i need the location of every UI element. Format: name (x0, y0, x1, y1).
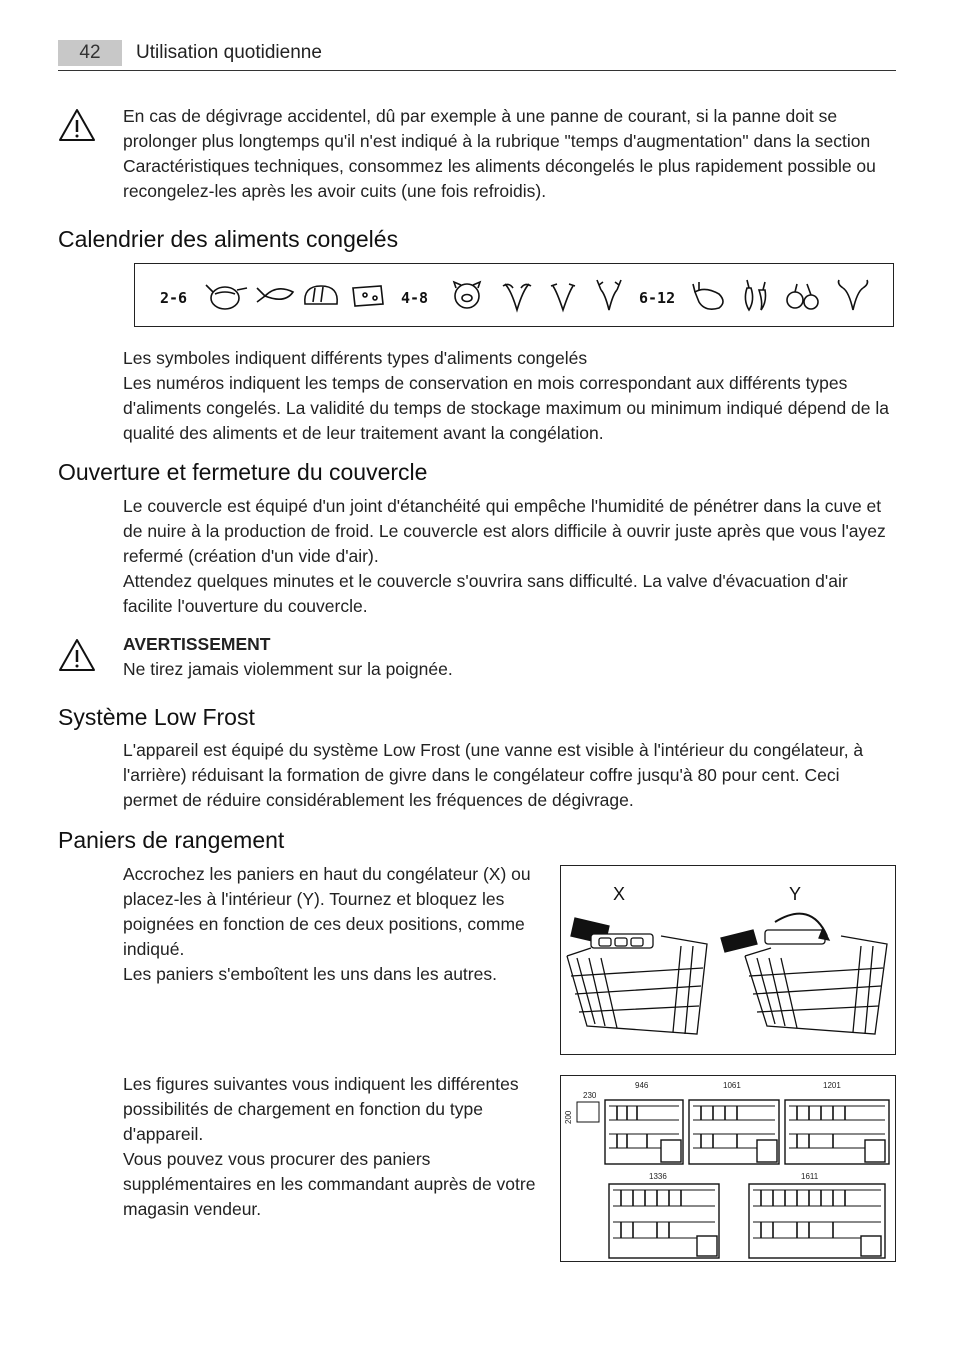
food-calendar-strip (134, 263, 894, 327)
baskets-text2: Les paniers s'emboîtent les uns dans les autres. (123, 964, 497, 984)
months-label: 6-12 (639, 289, 676, 307)
loading-configurations-figure (560, 1075, 896, 1262)
model-width-label: 946 (635, 1081, 649, 1090)
calendar-description-line1: Les symboles indiquent différents types d'aliments congelés (123, 348, 588, 368)
months-label: 2-6 (160, 289, 188, 307)
loading-text (123, 1072, 553, 1222)
lid-heading: Ouverture et fermeture du couvercle (58, 459, 428, 485)
model-width-label: 1201 (823, 1081, 841, 1090)
warning-handle-title: AVERTISSEMENT (123, 634, 271, 654)
header-rule (58, 70, 896, 71)
freezer-946-diagram (605, 1100, 683, 1164)
warning-handle-text: Ne tirez jamais violemment sur la poignée. (123, 659, 453, 679)
baskets-text3: Les figures suivantes vous indiquent les différentes possibilités de chargement en fonction du type d'appareil. (123, 1074, 519, 1144)
chapter-title: Utilisation quotidienne (136, 42, 322, 63)
fish-icon (257, 288, 293, 302)
warning-thaw-text: En cas de dégivrage accidentel, dû par exemple à une panne de courant, si la panne doit se prolonger plus longtemps qu'il n'est indiqué à la rubrique "temps d'augmentation" dans la section Caractéristiques techniques, consommez les aliments décongelés le plus rapidement possible ou recongelez-les après les avoir cuits (une fois refroidis). (123, 106, 876, 201)
basket-width-label: 230 (583, 1091, 597, 1100)
fruit-icon (787, 284, 818, 309)
pig-icon (454, 282, 480, 308)
lid-text1: Le couvercle est équipé d'un joint d'étanchéité qui empêche l'humidité de pénétrer dans la cuve et de nuire à la production de froid. Le couvercle est alors difficile à ouvrir juste après que vous l'ayez refermé (création d'un vide d'air). (123, 496, 886, 566)
model-width-label: 1336 (649, 1172, 667, 1181)
freezer-1611-diagram (749, 1184, 885, 1258)
freezer-1201-diagram (785, 1100, 889, 1164)
baskets-heading: Paniers de rangement (58, 827, 285, 853)
basket-y-illustration (721, 914, 887, 1034)
warning-triangle-icon (57, 637, 97, 673)
single-basket-outline (577, 1102, 599, 1122)
position-x-label: X (613, 884, 626, 904)
warning-triangle-icon (57, 107, 97, 143)
lowfrost-heading: Système Low Frost (58, 704, 255, 730)
basket-x-illustration (567, 918, 707, 1034)
basket-positions-figure (560, 865, 896, 1055)
lowfrost-text: L'appareil est équipé du système Low Frost (une vanne est visible à l'intérieur du congélateur, à l'arrière) réduisant la formation de givre dans le congélateur coffre jusqu'à 80 pour cent. Ceci permet de réduire considérablement les fréquences de dégivrage. (123, 740, 864, 810)
calendar-heading: Calendrier des aliments congelés (58, 226, 399, 252)
calf-icon (551, 284, 575, 310)
page-number: 42 (58, 40, 122, 66)
cheese-icon (353, 286, 383, 306)
basket-height-label: 200 (564, 1110, 573, 1124)
months-label: 4-8 (401, 289, 429, 307)
pot-icon (206, 285, 247, 309)
freezer-1061-diagram (689, 1100, 779, 1164)
lid-text2: Attendez quelques minutes et le couvercle s'ouvrira sans difficulté. La valve d'évacuation d'air facilite l'ouverture du couvercle. (123, 571, 848, 616)
bread-icon (305, 286, 337, 304)
sheep-icon (503, 284, 531, 310)
baskets-text (123, 862, 543, 987)
poultry-icon (693, 282, 723, 309)
vegetables-icon (745, 280, 765, 310)
lid-text (123, 494, 898, 619)
calendar-description (123, 346, 898, 446)
baskets-text4: Vous pouvez vous procurer des paniers supplémentaires en les commandant auprès de votre magasin vendeur. (123, 1149, 536, 1219)
freezer-1336-diagram (609, 1184, 719, 1258)
position-y-label: Y (789, 884, 802, 904)
baskets-text1: Accrochez les paniers en haut du congélateur (X) ou placez-les à l'intérieur (Y). Tournez et bloquez les poignées en fonction de ces deux positions, comme indiqué. (123, 864, 531, 959)
calendar-description-line2: Les numéros indiquent les temps de conservation en mois correspondant aux différents types d'aliments congelés. La validité du temps de stockage maximum ou minimum indiqué dépend de la qualité des aliments et de leur traitement avant la congélation. (123, 373, 889, 443)
model-width-label: 1061 (723, 1081, 741, 1090)
beef-icon (839, 280, 868, 310)
model-width-label: 1611 (801, 1172, 819, 1181)
deer-icon (597, 280, 621, 310)
